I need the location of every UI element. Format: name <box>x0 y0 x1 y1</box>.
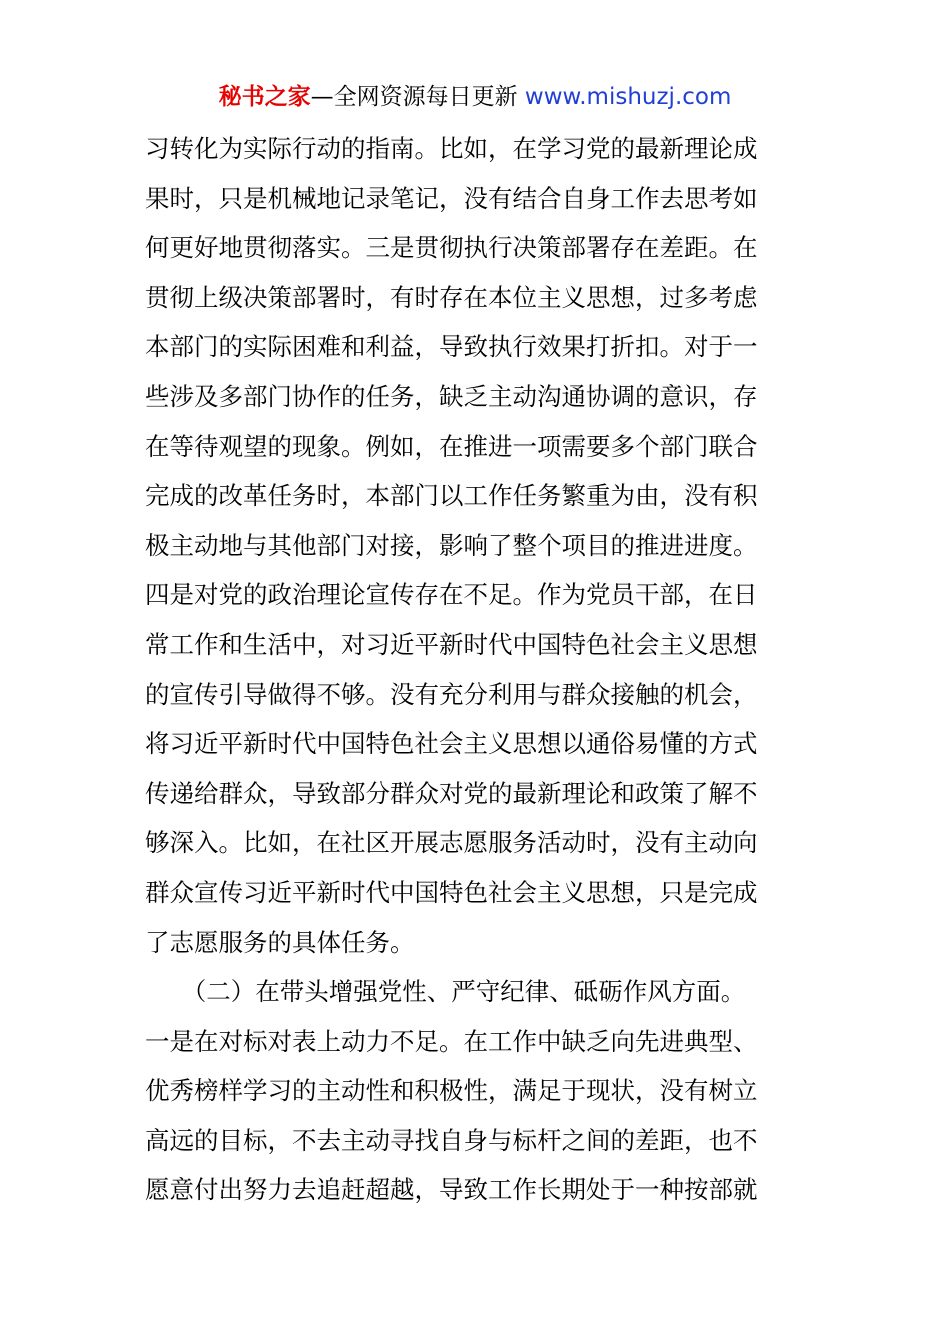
text-line: 贯彻上级决策部署时，有时存在本位主义思想，过多考虑 <box>145 282 758 312</box>
text-line: 完成的改革任务时，本部门以工作任务繁重为由，没有积 <box>145 481 758 511</box>
text-line: 传递给群众，导致部分群众对党的最新理论和政策了解不 <box>145 778 758 808</box>
text-line: 够深入。比如，在社区开展志愿服务活动时，没有主动向 <box>145 828 758 858</box>
text-line: 了志愿服务的具体任务。 <box>145 927 415 957</box>
text-line: 将习近平新时代中国特色社会主义思想以通俗易懂的方式 <box>145 729 758 759</box>
text-line: 在等待观望的现象。例如，在推进一项需要多个部门联合 <box>145 431 758 461</box>
text-line: 本部门的实际困难和利益，导致执行效果打折扣。对于一 <box>145 332 758 362</box>
site-brand: 秘书之家 <box>218 84 311 110</box>
text-line: 的宣传引导做得不够。没有充分利用与群众接触的机会， <box>145 679 758 709</box>
section-heading-line: （二）在带头增强党性、严守纪律、砥砺作风方面。 <box>145 977 746 1007</box>
site-header <box>0 80 950 114</box>
text-line: 极主动地与其他部门对接，影响了整个项目的推进进度。 <box>145 530 758 560</box>
text-line: 四是对党的政治理论宣传存在不足。作为党员干部，在日 <box>145 580 758 610</box>
text-line: 群众宣传习近平新时代中国特色社会主义思想，只是完成 <box>145 877 758 907</box>
site-tagline: —全网资源每日更新 <box>310 84 525 110</box>
site-url-link[interactable]: www.mishuzj.com <box>524 84 732 110</box>
document-body <box>145 124 815 1215</box>
text-line: 高远的目标，不去主动寻找自身与标杆之间的差距，也不 <box>145 1125 758 1155</box>
text-line: 习转化为实际行动的指南。比如，在学习党的最新理论成 <box>145 134 758 163</box>
text-line: 优秀榜样学习的主动性和积极性，满足于现状，没有树立 <box>145 1076 758 1106</box>
text-line: 一是在对标对表上动力不足。在工作中缺乏向先进典型、 <box>145 1026 758 1056</box>
text-line: 常工作和生活中，对习近平新时代中国特色社会主义思想 <box>145 629 758 659</box>
text-line: 些涉及多部门协作的任务，缺乏主动沟通协调的意识，存 <box>145 381 758 411</box>
text-line: 果时，只是机械地记录笔记，没有结合自身工作去思考如 <box>145 183 758 213</box>
text-line: 何更好地贯彻落实。三是贯彻执行决策部署存在差距。在 <box>145 233 758 263</box>
text-line: 愿意付出努力去追赶超越，导致工作长期处于一种按部就 <box>145 1175 758 1205</box>
